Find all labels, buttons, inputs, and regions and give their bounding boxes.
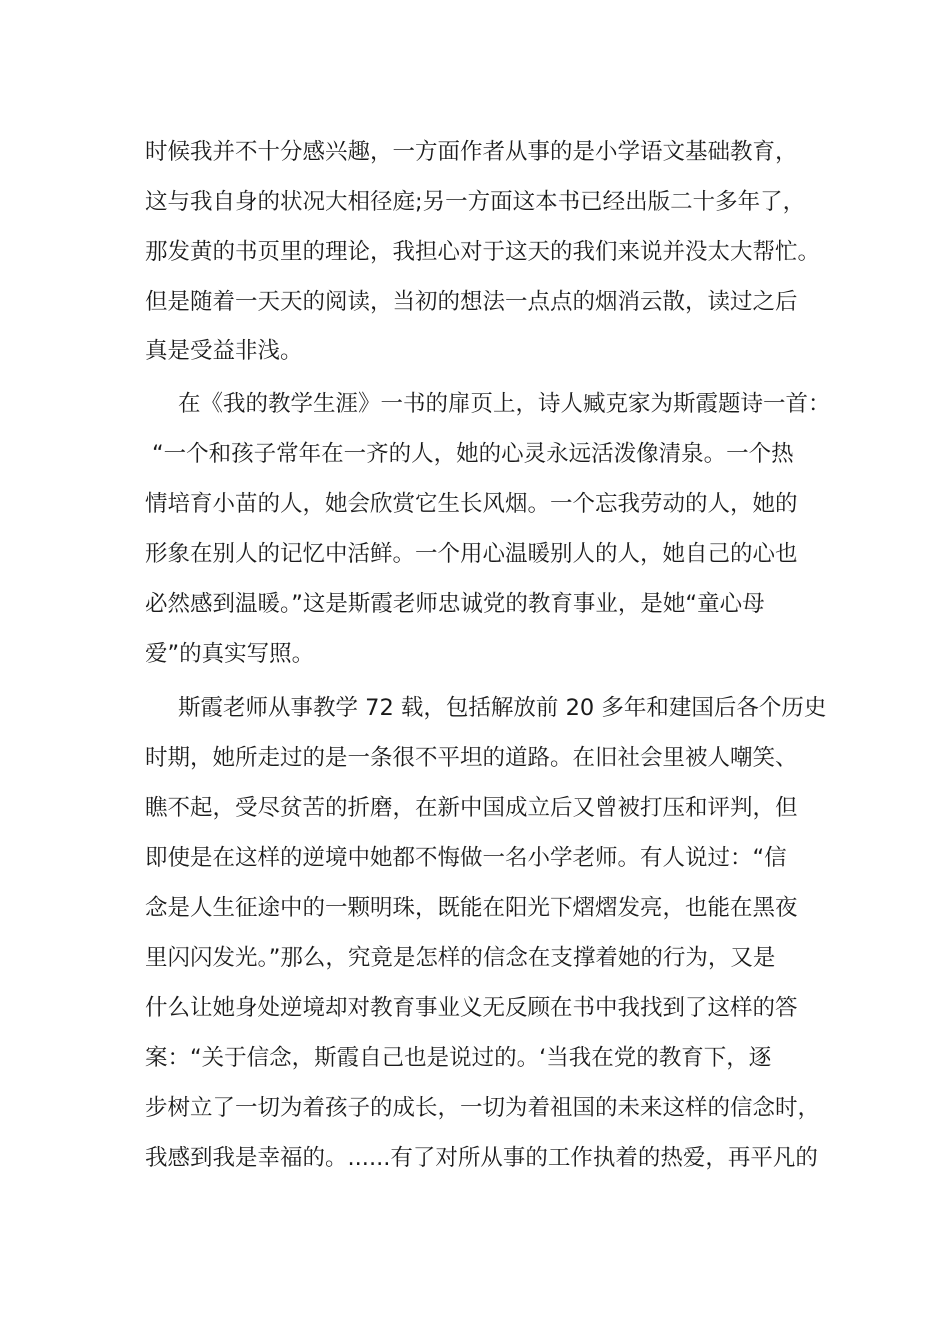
text-line: 在《我的教学生涯》一书的扉页上，诗人臧克家为斯霞题诗一首：	[178, 391, 831, 417]
text-line: 这与我自身的状况大相径庭;另一方面这本书已经出版二十多年了，	[145, 189, 806, 215]
text-line: 真是受益非浅。	[145, 338, 303, 364]
text-line: “一个和孩子常年在一齐的人，她的心灵永远活泼像清泉。一个热	[152, 441, 794, 467]
text-line: 时候我并不十分感兴趣，一方面作者从事的是小学语文基础教育，	[145, 139, 798, 165]
text-line: 斯霞老师从事教学 72 载，包括解放前 20 多年和建国后各个历史	[178, 695, 827, 721]
text-line: 那发黄的书页里的理论，我担心对于这天的我们来说并没太大帮忙。	[145, 239, 821, 265]
text-line: 即使是在这样的逆境中她都不悔做一名小学老师。有人说过：“信	[145, 845, 787, 871]
text-line: 念是人生征途中的一颗明珠，既能在阳光下熠熠发亮，也能在黑夜	[145, 895, 798, 921]
text-line: 案：“关于信念，斯霞自己也是说过的。‘当我在党的教育下，逐	[145, 1045, 772, 1071]
text-line: 瞧不起，受尽贫苦的折磨，在新中国成立后又曾被打压和评判，但	[145, 795, 798, 821]
text-line: 情培育小苗的人，她会欣赏它生长风烟。一个忘我劳动的人，她的	[145, 491, 798, 517]
text-line: 必然感到温暖。”这是斯霞老师忠诚党的教育事业，是她“童心母	[145, 591, 765, 617]
text-line: 形象在别人的记忆中活鲜。一个用心温暖别人的人，她自己的心也	[145, 541, 798, 567]
text-line: 什么让她身处逆境却对教育事业义无反顾在书中我找到了这样的答	[145, 995, 798, 1021]
text-line: 但是随着一天天的阅读，当初的想法一点点的烟消云散，读过之后	[145, 289, 798, 315]
text-line: 时期，她所走过的是一条很不平坦的道路。在旧社会里被人嘲笑、	[145, 745, 798, 771]
text-line: 里闪闪发光。”那么，究竟是怎样的信念在支撑着她的行为，又是	[145, 945, 776, 971]
text-line: 我感到我是幸福的。......有了对所从事的工作执着的热爱，再平凡的	[145, 1145, 818, 1171]
text-line: 爱”的真实写照。	[145, 641, 315, 667]
text-line: 步树立了一切为着孩子的成长，一切为着祖国的未来这样的信念时，	[145, 1095, 821, 1121]
